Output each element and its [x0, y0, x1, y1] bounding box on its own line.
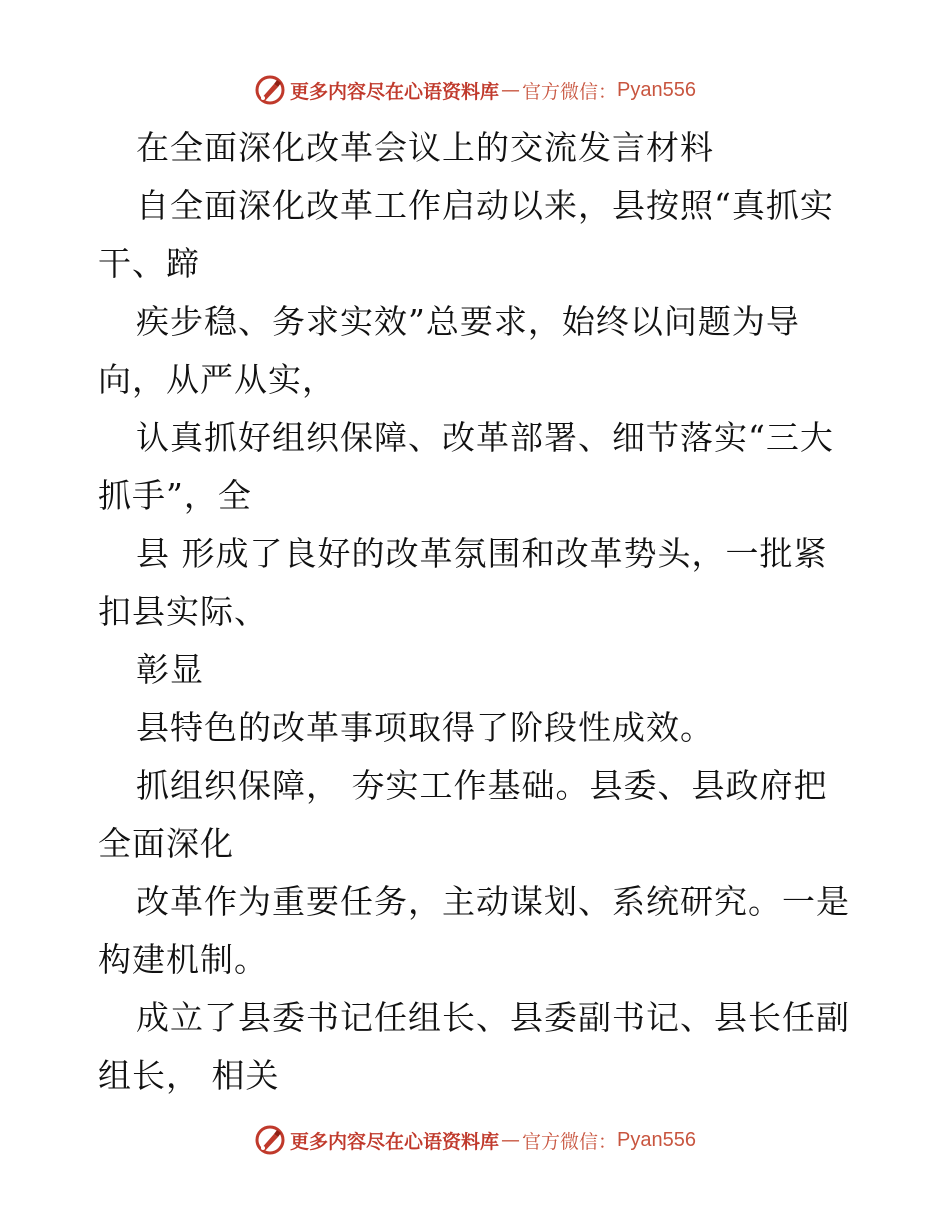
- banner-wechat-id: Pyan556: [617, 1128, 696, 1151]
- paragraph-line: 全面深化: [98, 824, 234, 863]
- paragraph-line: 向，从严从实，: [98, 360, 336, 399]
- paragraph-line: 扣县实际、: [98, 592, 268, 631]
- banner-title: 更多内容尽在心语资料库: [290, 1130, 500, 1153]
- paragraph-line: 县 形成了良好的改革氛围和改革势头，一批紧: [136, 534, 828, 573]
- document-title: 在全面深化改革会议上的交流发言材料: [136, 128, 714, 167]
- paragraph-line: 改革作为重要任务，主动谋划、系统研究。一是: [136, 882, 850, 921]
- footer-banner: [0, 1120, 950, 1160]
- paragraph-line: 疾步稳、务求实效”总要求，始终以问题为导: [136, 302, 800, 341]
- banner-wechat-label: 官方微信：: [522, 1130, 618, 1153]
- pen-logo-icon: [254, 1124, 286, 1156]
- paragraph-line: 构建机制。: [98, 940, 268, 979]
- paragraph-line: 抓组织保障， 夯实工作基础。县委、县政府把: [136, 766, 828, 805]
- paragraph-line: 认真抓好组织保障、改革部署、细节落实“三大: [136, 418, 834, 457]
- banner-title: 更多内容尽在心语资料库: [290, 80, 500, 103]
- banner-separator: —: [501, 1129, 521, 1151]
- paragraph-line: 自全面深化改革工作启动以来，县按照“真抓实: [136, 186, 834, 225]
- paragraph-line: 组长， 相关: [98, 1056, 280, 1095]
- banner-wechat-label: 官方微信：: [522, 80, 618, 103]
- paragraph-line: 抓手”，全: [98, 476, 252, 515]
- paragraph-line: 干、蹄: [98, 244, 200, 283]
- banner-separator: —: [501, 79, 521, 101]
- header-banner: [0, 70, 950, 110]
- banner-wechat-id: Pyan556: [617, 78, 696, 101]
- paragraph-line: 成立了县委书记任组长、县委副书记、县长任副: [136, 998, 850, 1037]
- pen-logo-icon: [254, 74, 286, 106]
- paragraph-line: 彰显: [136, 650, 204, 689]
- paragraph-line: 县特色的改革事项取得了阶段性成效。: [136, 708, 714, 747]
